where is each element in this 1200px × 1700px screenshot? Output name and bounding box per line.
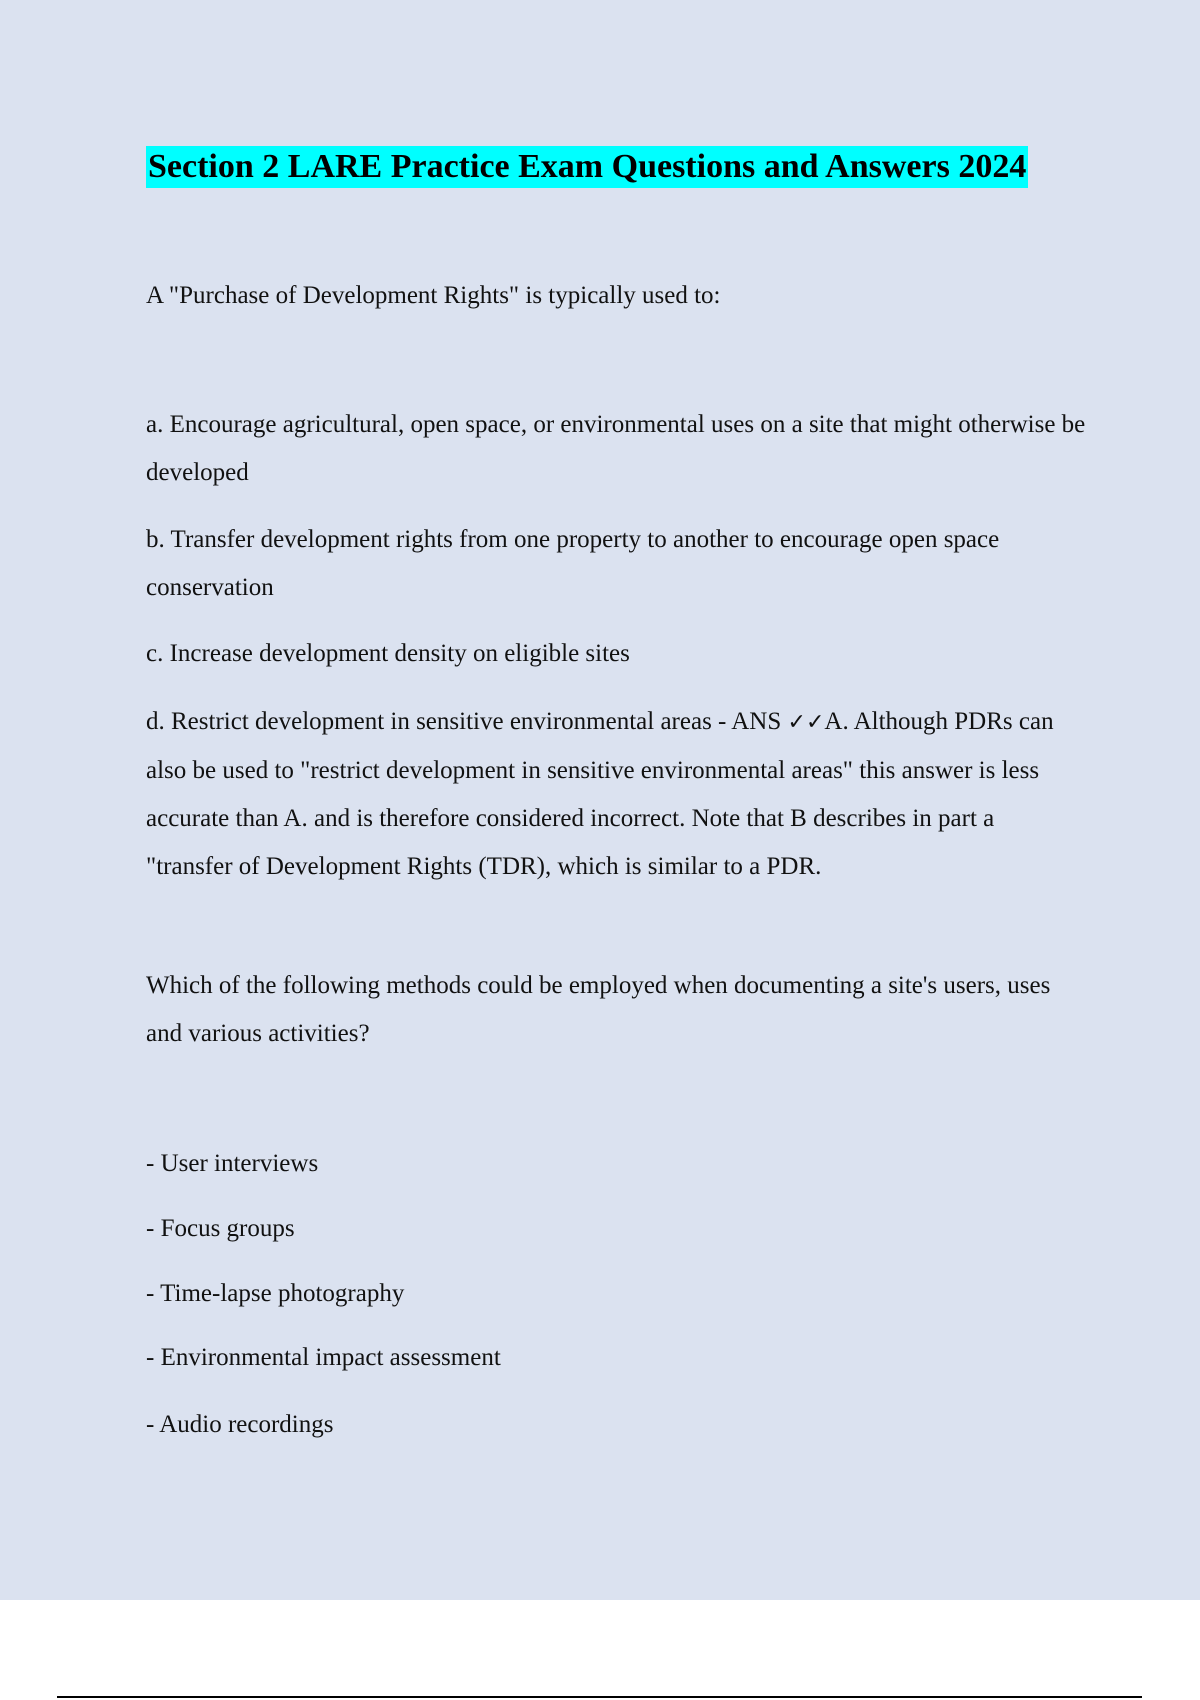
list-item: - Focus groups	[146, 1215, 295, 1242]
document-title: Section 2 LARE Practice Exam Questions and Answers 2024	[146, 146, 1028, 188]
question-1-option-a: a. Encourage agricultural, open space, or environmental uses on a site that might otherwise be developed	[146, 411, 1086, 486]
question-1-option-c: c. Increase development density on eligible sites	[146, 640, 630, 667]
footer-divider	[57, 1696, 1142, 1698]
list-item: - Environmental impact assessment	[146, 1344, 501, 1371]
question-1-option-b: b. Transfer development rights from one property to another to encourage open space conservation	[146, 526, 1000, 601]
checkmark-icon: ✓✓	[787, 710, 825, 735]
option-d-text: d. Restrict development in sensitive environmental areas - ANS	[146, 708, 788, 735]
list-item: - User interviews	[146, 1150, 319, 1177]
question-1-option-d-with-answer	[146, 698, 1086, 891]
answer-explanation: A. Although PDRs can also be used to "restrict development in sensitive environmental areas" this answer is less accurate than A. and is therefore considered incorrect. Note that B describes in part a "transfer of Development Rights (TDR), which is similar to a PDR.	[146, 708, 1054, 880]
question-2-stem: Which of the following methods could be employed when documenting a site's users, uses and various activities?	[146, 972, 1051, 1047]
list-item: - Time-lapse photography	[146, 1280, 405, 1307]
list-item: - Audio recordings	[146, 1411, 334, 1438]
question-1-stem: A "Purchase of Development Rights" is typically used to:	[146, 282, 721, 309]
